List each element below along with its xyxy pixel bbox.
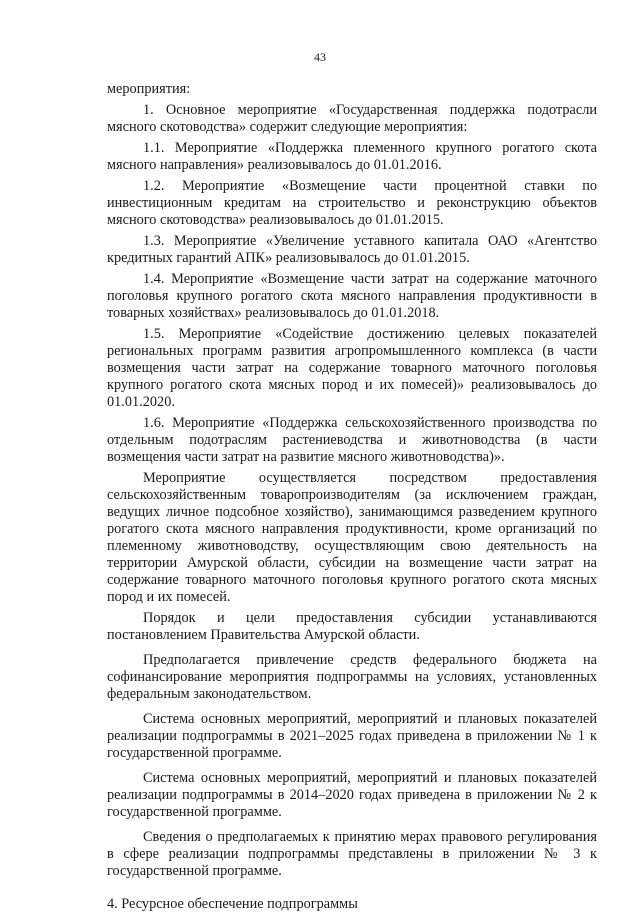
paragraph: 1.1. Мероприятие «Поддержка племенного крупного рогатого скота мясного направления» реализовывалось до 01.01.2016. bbox=[107, 140, 597, 173]
paragraph: Порядок и цели предоставления субсидии устанавливаются постановлением Правительства Амурской области. bbox=[107, 610, 597, 643]
paragraph: 1.3. Мероприятие «Увеличение уставного капитала ОАО «Агентство кредитных гарантий АПК» реализовывалось до 01.01.2015. bbox=[107, 233, 597, 266]
paragraph: Система основных мероприятий, мероприятий и плановых показателей реализации подпрограммы в 2021–2025 годах приведена в приложении № 1 к государственной программе. bbox=[107, 711, 597, 761]
paragraph: Мероприятие осуществляется посредством предоставления сельскохозяйственным товаропроизводителям (за исключением граждан, ведущих личное подсобное хозяйство), занимающимся разведением крупного рогатого скота мясного направления продуктивности, кроме организаций по племенному животноводству, осуществляющим свою деятельность на территории Амурской области, субсидии на возмещение части затрат на содержание товарного маточного поголовья крупного рогатого скота мясных пород и их помесей. bbox=[107, 470, 597, 605]
paragraph: 1. Основное мероприятие «Государственная поддержка подотрасли мясного скотоводства» содержит следующие мероприятия: bbox=[107, 102, 597, 135]
paragraph: мероприятия: bbox=[107, 81, 191, 97]
document-body bbox=[107, 81, 597, 917]
paragraph: 1.4. Мероприятие «Возмещение части затрат на содержание маточного поголовья крупного рогатого скота мясного направления продуктивности в товарных хозяйствах» реализовывалось до 01.01.2018. bbox=[107, 271, 597, 321]
paragraph: 1.2. Мероприятие «Возмещение части процентной ставки по инвестиционным кредитам на строительство и реконструкцию объектов мясного скотоводства» реализовывалось до 01.01.2015. bbox=[107, 178, 597, 228]
paragraph: Система основных мероприятий, мероприятий и плановых показателей реализации подпрограммы в 2014–2020 годах приведена в приложении № 2 к государственной программе. bbox=[107, 770, 597, 820]
paragraph: 1.5. Мероприятие «Содействие достижению целевых показателей региональных программ развития агропромышленного комплекса (в части возмещения части затрат на содержание товарного маточного поголовья крупного рогатого скота мясных пород и их помесей)» реализовывалось до 01.01.2020. bbox=[107, 326, 597, 410]
paragraph: Предполагается привлечение средств федерального бюджета на софинансирование мероприятия подпрограммы на условиях, установленных федеральным законодательством. bbox=[107, 652, 597, 702]
paragraph: Сведения о предполагаемых к принятию мерах правового регулирования в сфере реализации подпрограммы представлены в приложении № 3 к государственной программе. bbox=[107, 829, 597, 879]
paragraph: 1.6. Мероприятие «Поддержка сельскохозяйственного производства по отдельным подотраслям растениеводства и животноводства (в части возмещения части затрат на развитие мясного животноводства)». bbox=[107, 415, 597, 465]
section-heading: 4. Ресурсное обеспечение подпрограммы bbox=[107, 896, 358, 912]
page-number: 43 bbox=[314, 50, 326, 64]
